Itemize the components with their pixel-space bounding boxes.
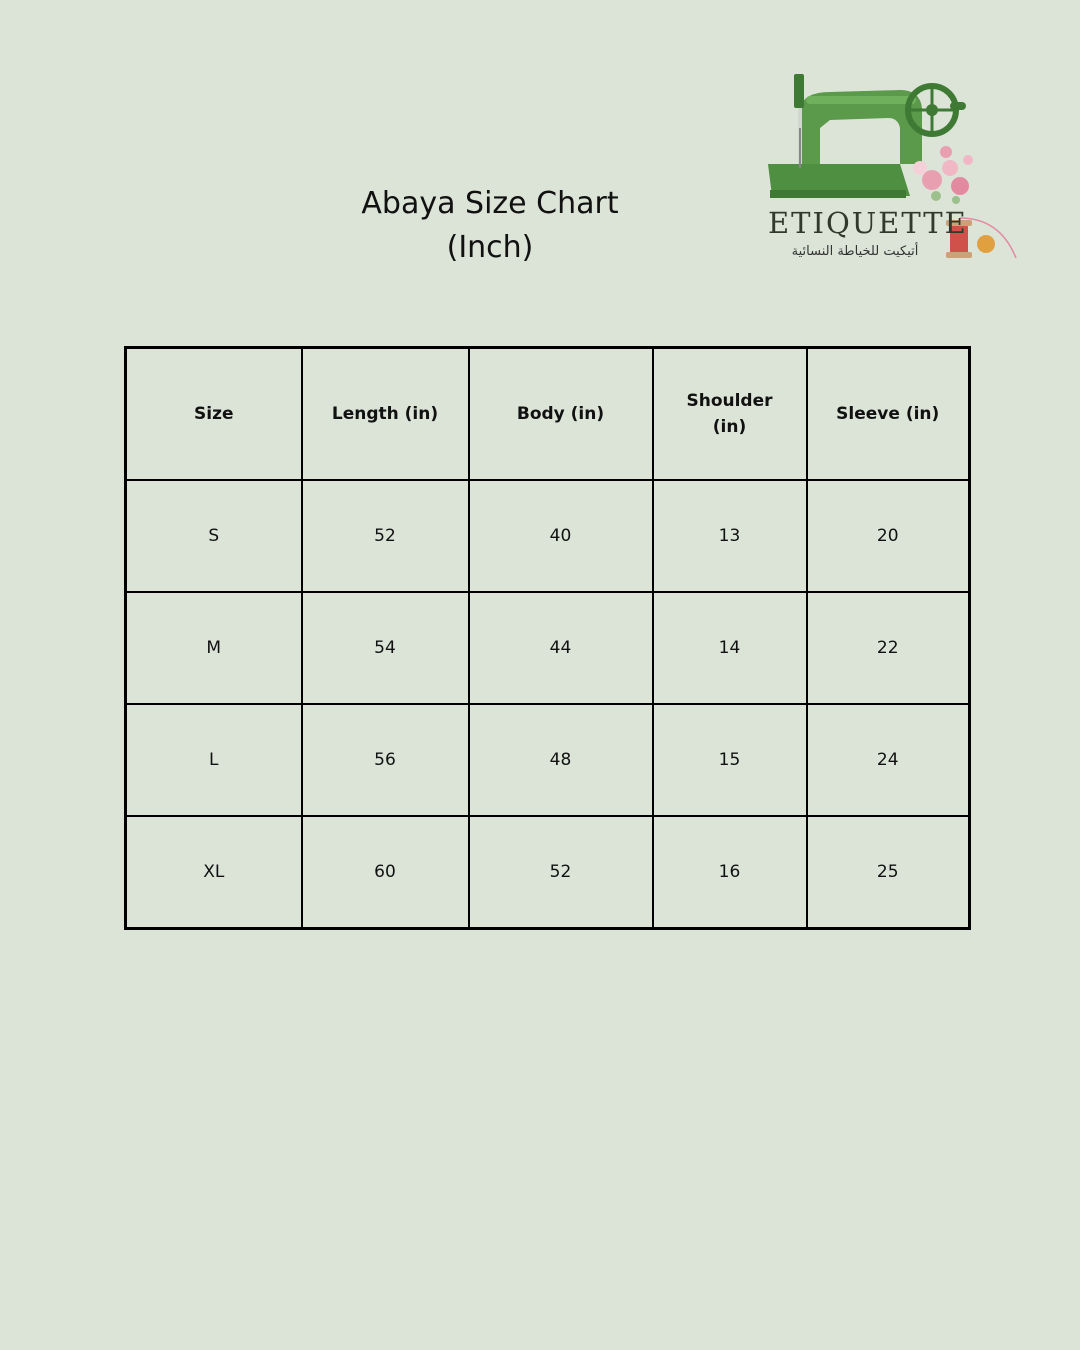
header-shoulder-label: Shoulder (in) xyxy=(686,391,773,437)
title-line-1: Abaya Size Chart xyxy=(361,186,619,221)
cell-body: 40 xyxy=(469,480,653,592)
cell-body: 44 xyxy=(469,592,653,704)
logo-tagline: أتيكيت للخياطة النسائية xyxy=(791,244,919,259)
brand-logo xyxy=(760,68,1030,278)
header-body: Body (in) xyxy=(469,348,653,481)
table-row xyxy=(126,704,970,816)
cell-size: XL xyxy=(126,816,302,929)
cell-sleeve: 20 xyxy=(807,480,970,592)
table-row xyxy=(126,816,970,929)
cell-size: M xyxy=(126,592,302,704)
cell-shoulder: 16 xyxy=(653,816,807,929)
cell-sleeve: 25 xyxy=(807,816,970,929)
cell-body: 52 xyxy=(469,816,653,929)
table-row xyxy=(126,592,970,704)
page-title xyxy=(290,182,690,270)
cell-shoulder: 15 xyxy=(653,704,807,816)
cell-size: S xyxy=(126,480,302,592)
cell-length: 56 xyxy=(302,704,469,816)
cell-length: 54 xyxy=(302,592,469,704)
header-sleeve: Sleeve (in) xyxy=(807,348,970,481)
header-size: Size xyxy=(126,348,302,481)
cell-length: 52 xyxy=(302,480,469,592)
table-row xyxy=(126,480,970,592)
cell-shoulder: 14 xyxy=(653,592,807,704)
header-length: Length (in) xyxy=(302,348,469,481)
cell-body: 48 xyxy=(469,704,653,816)
table-header-row xyxy=(126,348,970,481)
cell-sleeve: 24 xyxy=(807,704,970,816)
header-shoulder xyxy=(653,348,807,481)
title-line-2: (Inch) xyxy=(446,230,534,265)
cell-size: L xyxy=(126,704,302,816)
logo-wordmark: ETIQUETTE xyxy=(768,206,968,240)
size-table xyxy=(124,346,971,930)
cell-length: 60 xyxy=(302,816,469,929)
cell-shoulder: 13 xyxy=(653,480,807,592)
cell-sleeve: 22 xyxy=(807,592,970,704)
